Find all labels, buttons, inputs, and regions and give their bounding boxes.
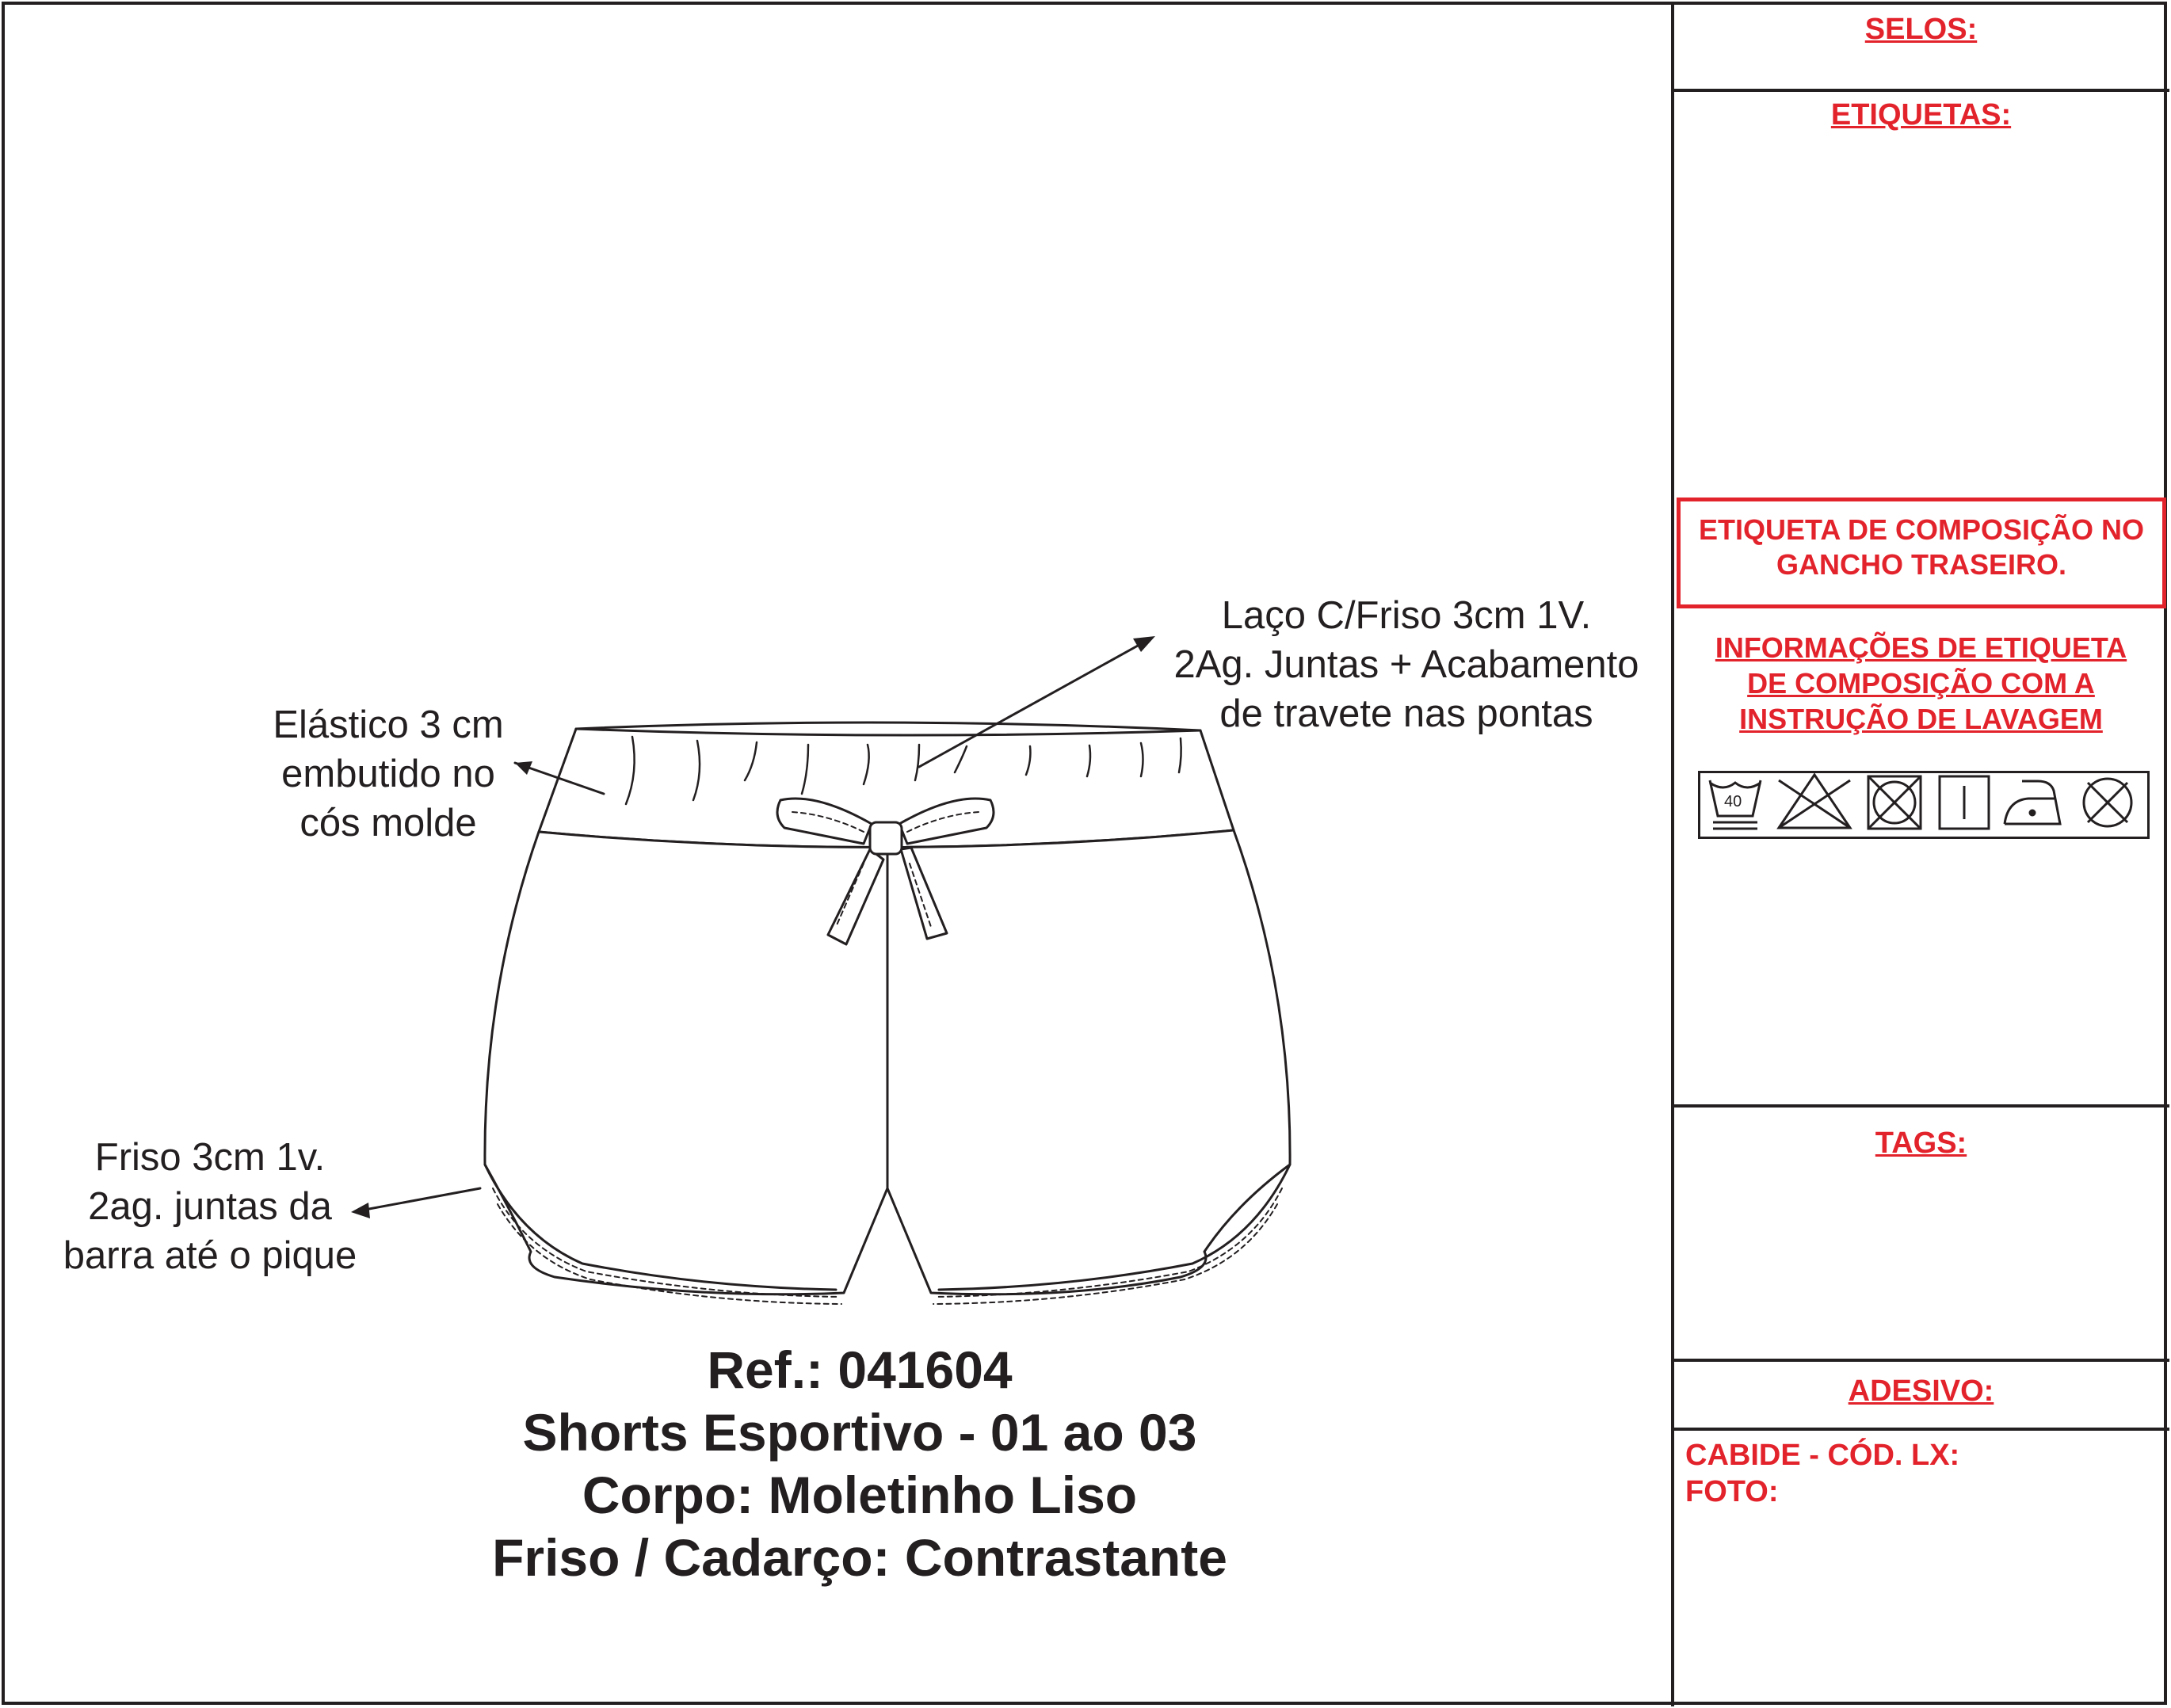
note-line: barra até o pique (63, 1234, 357, 1277)
note-line: Laço C/Friso 3cm 1V. (1221, 594, 1592, 637)
note-line: Elástico 3 cm (273, 703, 504, 746)
product-info (317, 1339, 1402, 1589)
line-dry-icon (1940, 776, 1989, 829)
foto-label: FOTO: (1685, 1475, 1779, 1508)
shorts-body (485, 830, 1290, 1304)
composition-note-line: ETIQUETA DE COMPOSIÇÃO NO (1698, 513, 2145, 546)
selos-label: SELOS: (1864, 13, 1978, 46)
note-line: de travete nas pontas (1219, 692, 1593, 735)
product-name: Shorts Esportivo - 01 ao 03 (522, 1403, 1197, 1462)
product-trim: Friso / Cadarço: Contrastante (492, 1528, 1227, 1587)
wash-40-gentle-icon (1710, 780, 1761, 829)
product-ref: Ref.: 041604 (707, 1340, 1013, 1399)
note-line: 2ag. juntas da (88, 1185, 332, 1228)
etiquetas-label: ETIQUETAS: (1830, 98, 2012, 132)
cabide-label: CABIDE - CÓD. LX: (1685, 1439, 1960, 1472)
composition-note-line: GANCHO TRASEIRO. (1776, 548, 2066, 581)
no-bleach-icon (1779, 775, 1850, 828)
info-line: DE COMPOSIÇÃO COM A (1747, 667, 2095, 700)
no-dry-clean-icon (2084, 779, 2131, 826)
care-symbols (1710, 775, 2131, 829)
wash-temp: 40 (1724, 793, 1742, 810)
note-line: Friso 3cm 1v. (94, 1136, 326, 1179)
note-line: cós molde (300, 802, 477, 844)
no-tumble-dry-icon (1868, 776, 1921, 829)
info-line: INFORMAÇÕES DE ETIQUETA (1715, 631, 2127, 664)
note-line: embutido no (281, 753, 495, 795)
bow-note (1137, 591, 1676, 738)
info-line: INSTRUÇÃO DE LAVAGEM (1739, 703, 2103, 735)
adesivo-label: ADESIVO: (1848, 1374, 1994, 1408)
iron-low-icon (2005, 781, 2060, 824)
note-line: 2Ag. Juntas + Acabamento (1173, 643, 1639, 686)
trim-note (32, 1133, 388, 1280)
product-body: Corpo: Moletinho Liso (582, 1466, 1138, 1524)
tags-label: TAGS: (1875, 1127, 1967, 1160)
elastic-note (238, 700, 539, 848)
